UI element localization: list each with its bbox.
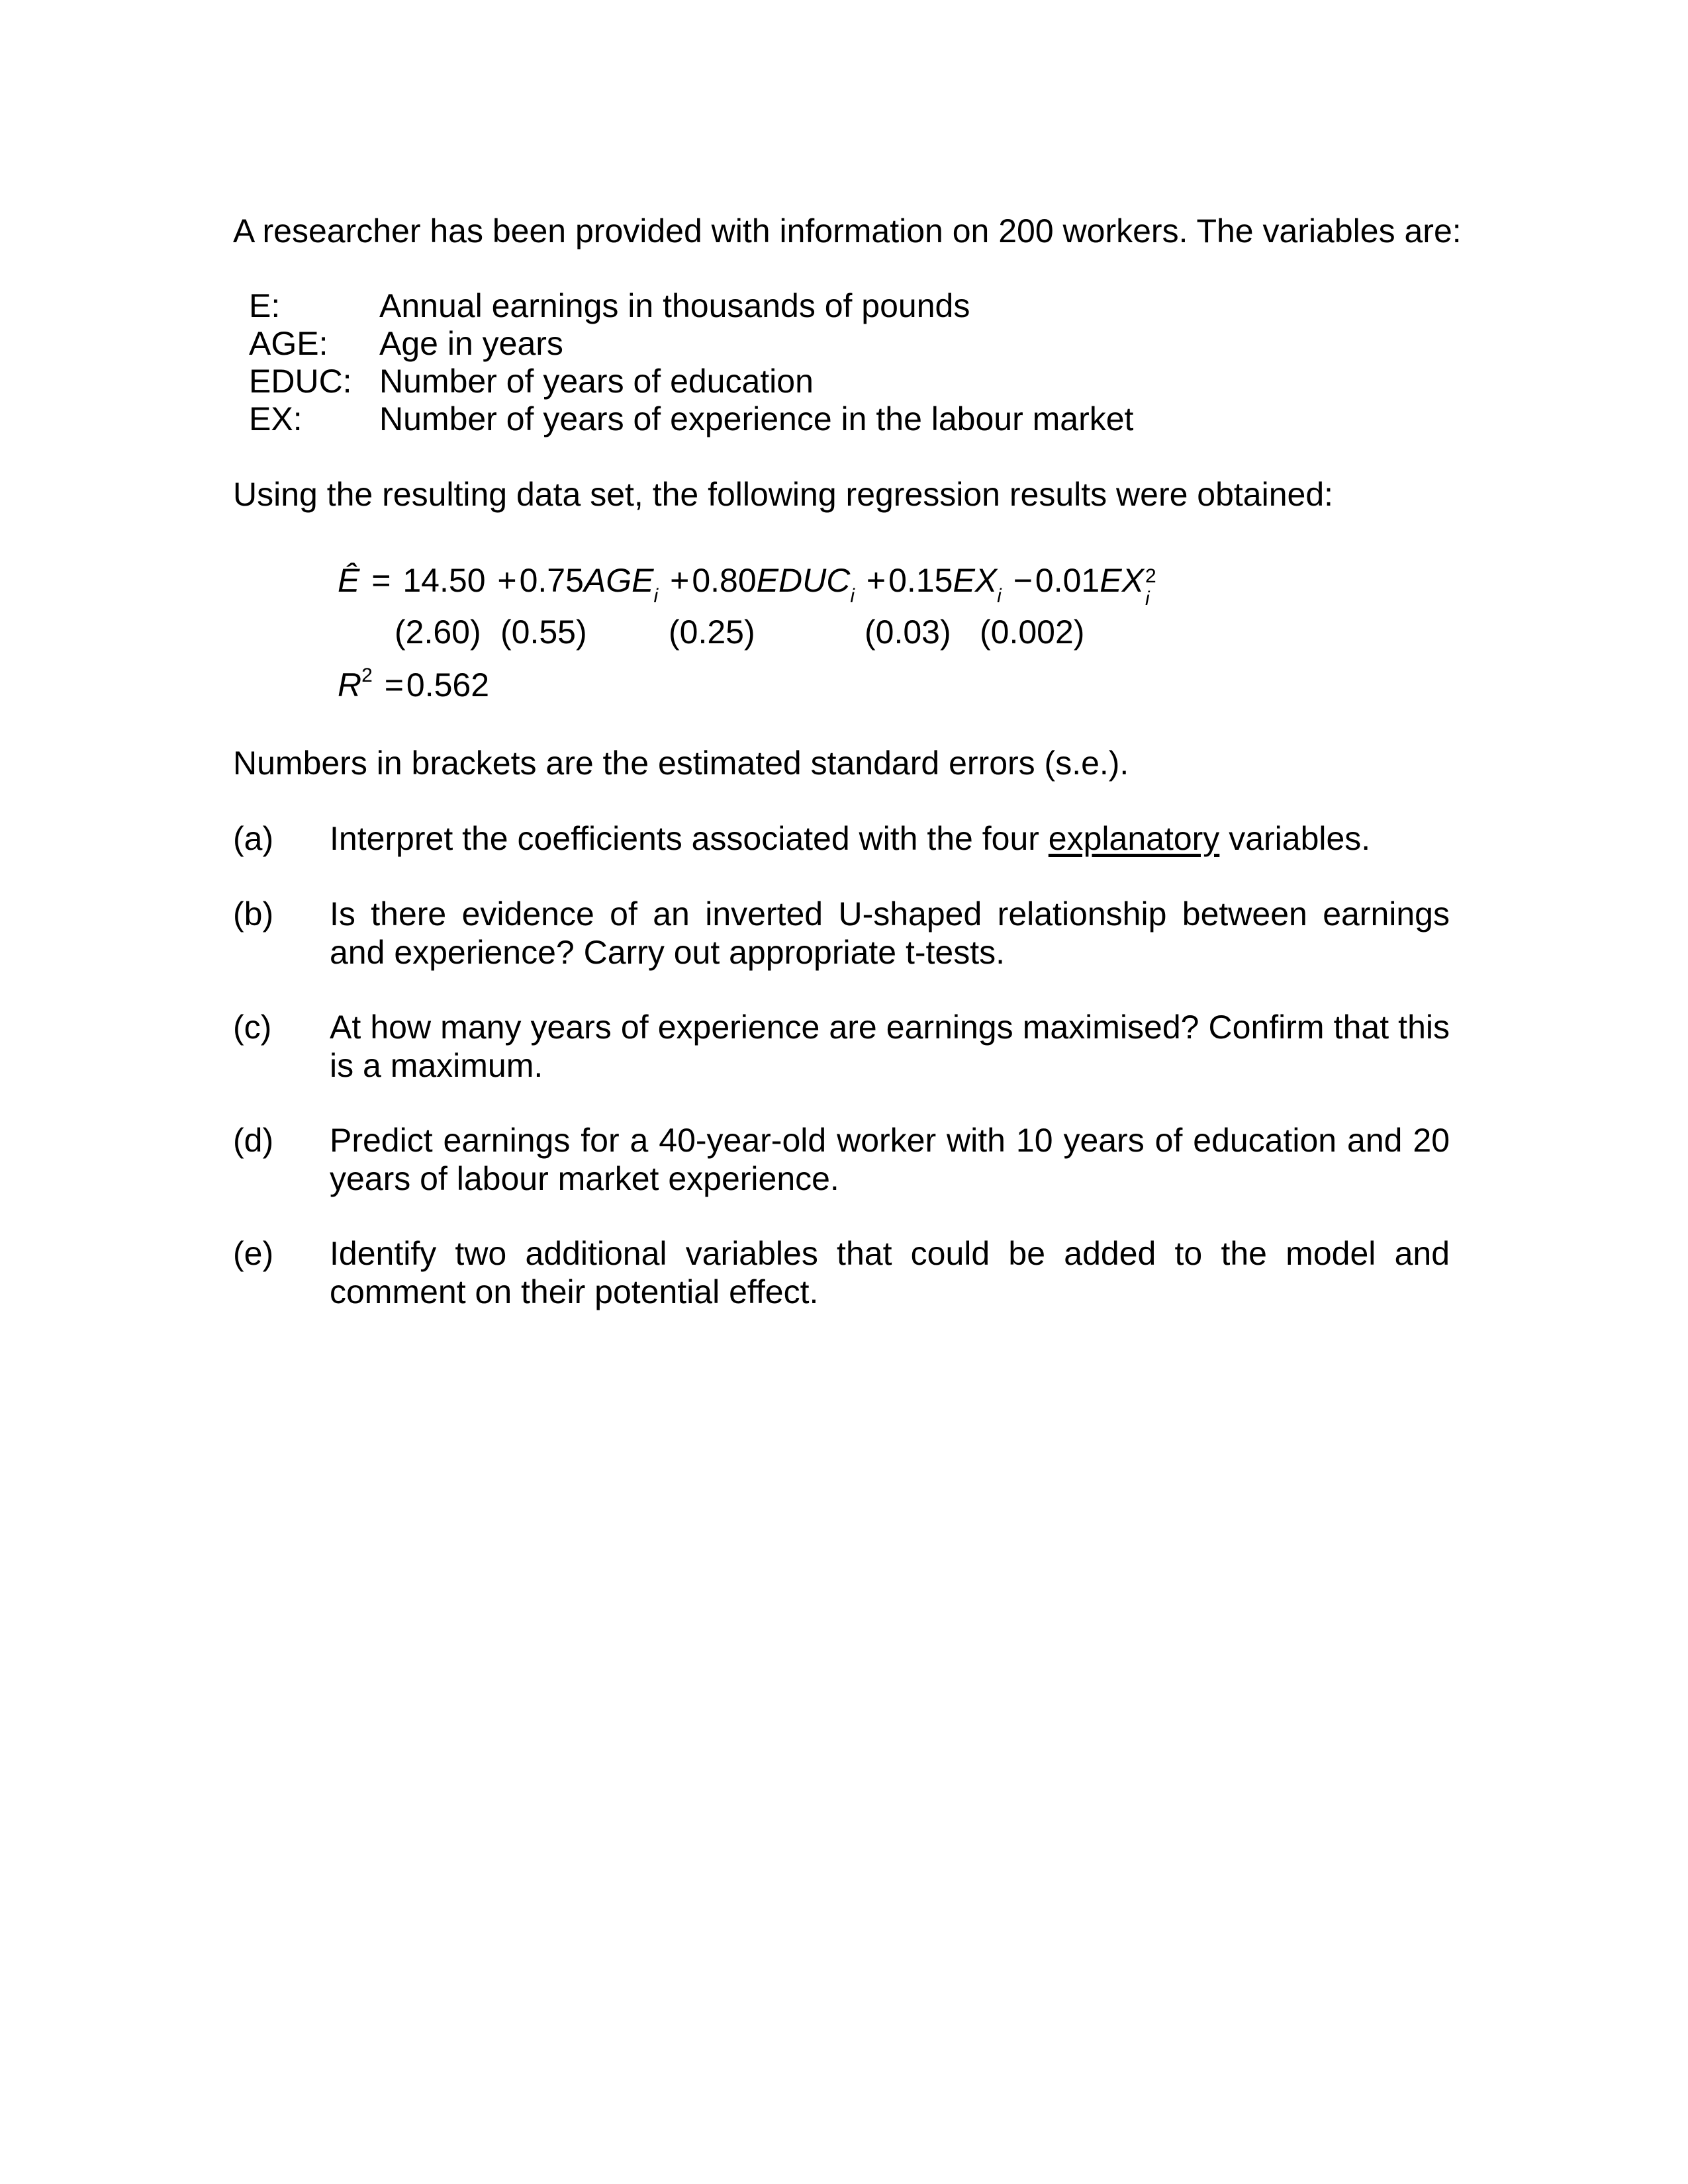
r2-superscript: 2 <box>361 664 373 686</box>
question-text-part: Interpret the coefficients associated with the four <box>330 820 1049 857</box>
term-operator: + <box>866 562 886 599</box>
question-label: (e) <box>233 1235 274 1272</box>
question-text-part: variables. <box>1219 820 1371 857</box>
question-label: (b) <box>233 895 274 933</box>
variable-code: E: <box>249 287 281 324</box>
regression-equation <box>338 561 1198 707</box>
equals-sign: = <box>384 666 404 704</box>
term-coefficient: 0.75 <box>519 562 584 599</box>
equals-sign: = <box>371 562 391 599</box>
term-operator: + <box>670 562 690 599</box>
variable-code: AGE: <box>249 325 328 362</box>
question-label: (c) <box>233 1009 272 1046</box>
regression-intro: Using the resulting data set, the following regression results were obtained: <box>233 476 1334 513</box>
term-superscript: 2 <box>1145 565 1156 587</box>
question-text <box>330 819 1450 858</box>
equation-lhs: Ê <box>338 562 360 599</box>
standard-error: (0.25) <box>669 614 755 651</box>
variable-description: Age in years <box>379 325 563 362</box>
term-operator: − <box>1013 562 1033 599</box>
question-label: (a) <box>233 820 274 857</box>
standard-error-note: Numbers in brackets are the estimated standard errors (s.e.). <box>233 745 1129 782</box>
variable-description: Number of years of experience in the labour market <box>379 400 1134 437</box>
term-variable: EX <box>1100 562 1144 599</box>
variable-description: Annual earnings in thousands of pounds <box>379 287 970 324</box>
variable-code: EX: <box>249 400 303 437</box>
term-variable: EDUC <box>756 562 851 599</box>
standard-error: (0.55) <box>500 614 587 651</box>
question-text: At how many years of experience are earnings maximised? Confirm that this is a maximum. <box>330 1009 1450 1084</box>
intro-text: A researcher has been provided with information on 200 workers. The variables are: <box>233 212 1462 250</box>
equation-line <box>338 561 1158 610</box>
variable-description: Number of years of education <box>379 363 814 400</box>
r2-label: R <box>338 666 362 704</box>
standard-error: (0.002) <box>980 614 1085 651</box>
question-text: Is there evidence of an inverted U-shaped relationship between earnings and experience? Carry out appropriate t-tests. <box>330 895 1450 971</box>
term-sub-superscript <box>1144 561 1158 610</box>
question-text: Identify two additional variables that could be added to the model and comment on their potential effect. <box>330 1235 1450 1310</box>
term-coefficient: 0.80 <box>692 562 757 599</box>
term-subscript: i <box>850 585 855 607</box>
equation-intercept: 14.50 <box>402 562 486 599</box>
standard-error: (2.60) <box>395 614 481 651</box>
standard-error: (0.03) <box>865 614 951 651</box>
r-squared <box>338 666 489 709</box>
question-text: Predict earnings for a 40-year-old worker with 10 years of education and 20 years of labour market experience. <box>330 1122 1450 1197</box>
term-coefficient: 0.01 <box>1035 562 1100 599</box>
term-subscript: i <box>997 585 1002 607</box>
r2-value: 0.562 <box>406 666 490 704</box>
term-variable: AGE <box>583 562 654 599</box>
question-label: (d) <box>233 1122 274 1159</box>
term-variable: EX <box>953 562 998 599</box>
term-subscript: i <box>653 585 659 607</box>
term-subscript: i <box>1145 588 1150 610</box>
term-coefficient: 0.15 <box>888 562 953 599</box>
variable-code: EDUC: <box>249 363 352 400</box>
underlined-word: explanatory <box>1048 820 1220 857</box>
term-operator: + <box>497 562 517 599</box>
